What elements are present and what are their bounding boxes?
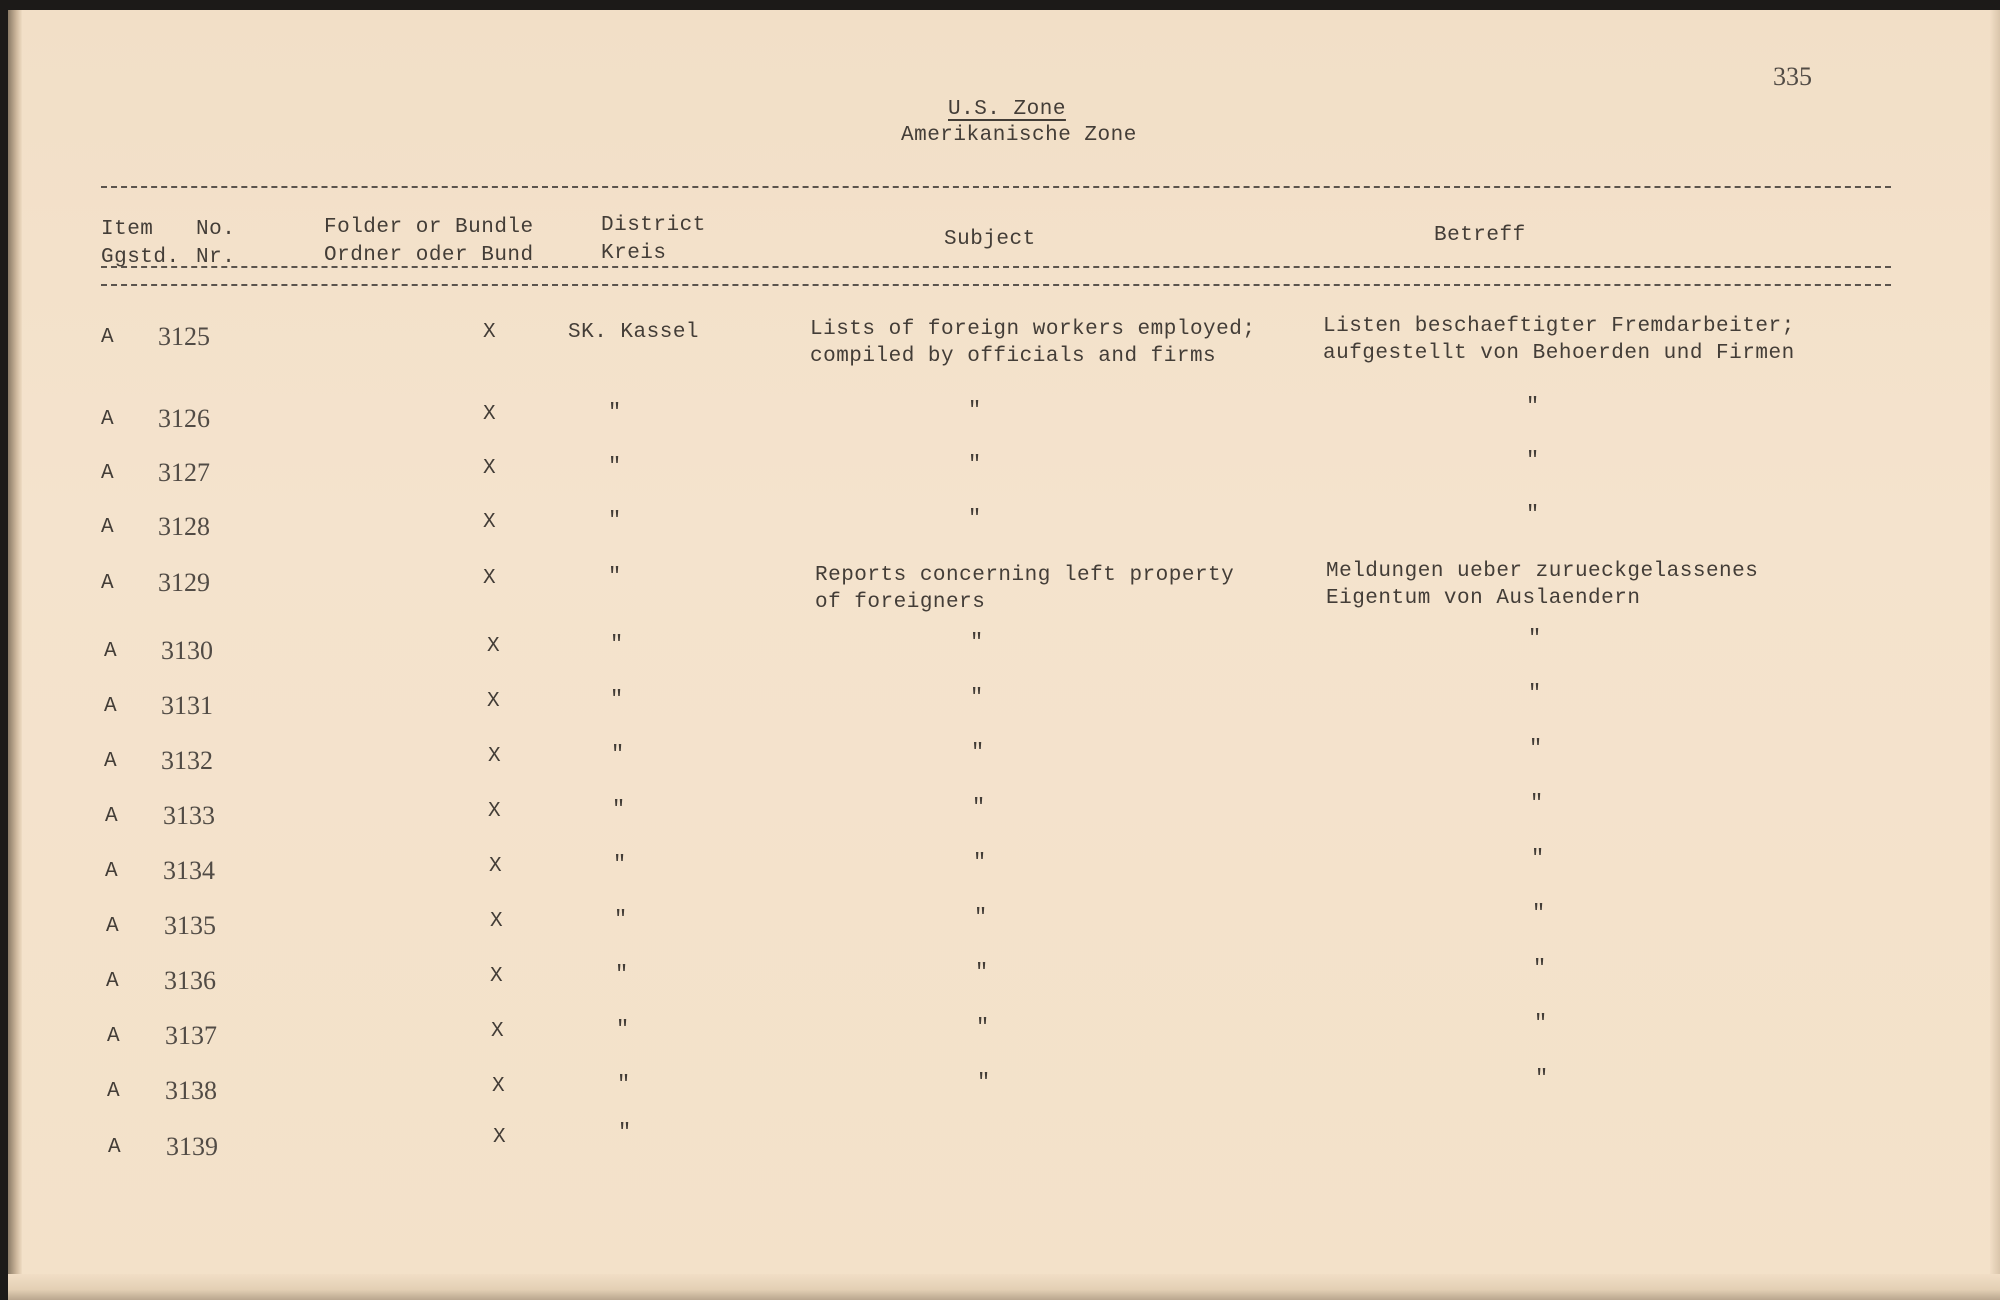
- header-bottom-rule: [101, 266, 1891, 268]
- header-betreff: Betreff: [1434, 224, 1526, 247]
- district-ditto: ": [610, 687, 624, 712]
- item-number: 3137: [165, 1021, 217, 1050]
- header-district-en: District: [601, 214, 706, 237]
- header-folder-de: Ordner oder Bund: [324, 244, 534, 267]
- betreff-ditto: ": [1535, 1066, 1549, 1091]
- district-ditto: ": [613, 852, 627, 877]
- item-letter: A: [104, 750, 118, 773]
- district-ditto: ": [617, 1072, 631, 1097]
- item-number: 3129: [158, 568, 210, 597]
- item-letter: A: [101, 408, 115, 431]
- betreff-ditto: ": [1534, 1011, 1548, 1036]
- header-folder: [324, 214, 534, 270]
- item-number: 3132: [161, 746, 213, 775]
- item-letter: A: [106, 915, 120, 938]
- table-row: [8, 315, 2000, 368]
- item-letter: A: [105, 860, 119, 883]
- item-letter: A: [101, 326, 115, 349]
- district-ditto: ": [615, 962, 629, 987]
- item-letter: A: [101, 572, 115, 595]
- subject-ditto: ": [974, 905, 988, 930]
- table-row: [8, 626, 2000, 680]
- subject-cell: [810, 316, 1255, 370]
- item-number: 3135: [164, 911, 216, 940]
- table-row: [8, 560, 2000, 614]
- betreff-cell: [1326, 558, 1758, 612]
- district-ditto: ": [612, 797, 626, 822]
- page-bottom-edge: [8, 1274, 2000, 1300]
- betreff-ditto: ": [1530, 791, 1544, 816]
- table-row: [8, 736, 2000, 790]
- betreff-line: Meldungen ueber zurueckgelassenes: [1326, 560, 1759, 583]
- folder-mark: X: [493, 1126, 507, 1149]
- page-number: 335: [1773, 62, 1812, 91]
- header-folder-en: Folder or Bundle: [324, 216, 534, 239]
- folder-mark: X: [489, 855, 503, 878]
- item-number: 3125: [158, 322, 210, 351]
- district-ditto: ": [608, 400, 622, 425]
- item-letter: A: [104, 640, 118, 663]
- folder-mark: X: [490, 910, 504, 933]
- betreff-ditto: ": [1526, 502, 1540, 527]
- header-item-en: Item: [101, 218, 154, 241]
- item-letter: A: [106, 970, 120, 993]
- betreff-ditto: ": [1533, 956, 1547, 981]
- table-row: [8, 846, 2000, 900]
- item-number: 3130: [161, 636, 213, 665]
- district-ditto: ": [610, 632, 624, 657]
- item-letter: A: [105, 805, 119, 828]
- betreff-line: aufgestellt von Behoerden und Firmen: [1323, 342, 1795, 365]
- folder-mark: X: [487, 690, 501, 713]
- subject-ditto: ": [972, 795, 986, 820]
- header-no-en: No.: [196, 218, 236, 241]
- betreff-ditto: ": [1532, 901, 1546, 926]
- item-letter: A: [107, 1080, 121, 1103]
- header-no-de: Nr.: [196, 246, 236, 269]
- subject-ditto: ": [971, 740, 985, 765]
- item-number: 3138: [165, 1076, 217, 1105]
- betreff-ditto: ": [1526, 394, 1540, 419]
- folder-mark: X: [491, 1020, 505, 1043]
- district-ditto: ": [611, 742, 625, 767]
- folder-mark: X: [483, 511, 497, 534]
- table-row: [8, 1066, 2000, 1120]
- subject-ditto: ": [973, 850, 987, 875]
- item-number: 3131: [161, 691, 213, 720]
- subject-ditto: ": [968, 506, 982, 531]
- item-letter: A: [107, 1025, 121, 1048]
- betreff-ditto: ": [1531, 846, 1545, 871]
- table-row: [8, 956, 2000, 1010]
- folder-mark: X: [483, 321, 497, 344]
- district-cell: SK. Kassel: [568, 321, 700, 344]
- header-district-de: Kreis: [601, 242, 667, 265]
- item-letter: A: [101, 516, 115, 539]
- subject-ditto: ": [968, 452, 982, 477]
- item-number: 3136: [164, 966, 216, 995]
- table-row: [8, 1120, 2000, 1176]
- subject-line: Lists of foreign workers employed;: [810, 318, 1256, 341]
- item-number: 3133: [163, 801, 215, 830]
- table-row: [8, 791, 2000, 845]
- betreff-line: Listen beschaeftigter Fremdarbeiter;: [1323, 315, 1795, 338]
- subject-line: Reports concerning left property: [815, 564, 1235, 587]
- table-row: [8, 394, 2000, 448]
- subject-cell: [815, 562, 1234, 616]
- item-number: 3127: [158, 458, 210, 487]
- table-row: [8, 502, 2000, 556]
- subject-ditto: ": [970, 685, 984, 710]
- subject-ditto: ": [976, 1015, 990, 1040]
- document-page: [8, 10, 2000, 1300]
- district-ditto: ": [614, 907, 628, 932]
- header-bottom-rule-2: [101, 284, 1891, 286]
- subject-ditto: ": [968, 398, 982, 423]
- table-row: [8, 901, 2000, 955]
- zone-subtitle: Amerikanische Zone: [901, 124, 1137, 147]
- table-row: [8, 448, 2000, 502]
- header-subject: Subject: [944, 228, 1036, 251]
- item-letter: A: [101, 462, 115, 485]
- header-top-rule: [101, 186, 1891, 188]
- folder-mark: X: [487, 635, 501, 658]
- subject-line: of foreigners: [815, 591, 986, 614]
- district-ditto: ": [608, 454, 622, 479]
- zone-title: U.S. Zone: [948, 98, 1066, 121]
- subject-ditto: ": [975, 960, 989, 985]
- table-row: [8, 1011, 2000, 1065]
- district-ditto: ": [608, 508, 622, 533]
- folder-mark: X: [483, 403, 497, 426]
- header-no: [196, 216, 235, 272]
- folder-mark: X: [488, 745, 502, 768]
- subject-ditto: ": [970, 630, 984, 655]
- item-letter: A: [108, 1136, 122, 1159]
- folder-mark: X: [483, 567, 497, 590]
- betreff-ditto: ": [1528, 626, 1542, 651]
- folder-mark: X: [490, 965, 504, 988]
- header-item-de: Ggstd.: [101, 246, 180, 269]
- header-item: [101, 216, 180, 272]
- item-number: 3126: [158, 404, 210, 433]
- table-row: [8, 681, 2000, 735]
- district-ditto: ": [616, 1017, 630, 1042]
- item-number: 3139: [166, 1132, 218, 1161]
- betreff-line: Eigentum von Auslaendern: [1326, 587, 1641, 610]
- item-letter: A: [104, 695, 118, 718]
- header-district: [601, 212, 706, 268]
- folder-mark: X: [492, 1075, 506, 1098]
- district-ditto: ": [618, 1120, 632, 1145]
- district-ditto: ": [608, 564, 622, 589]
- betreff-ditto: ": [1529, 736, 1543, 761]
- subject-ditto: ": [977, 1070, 991, 1095]
- betreff-ditto: ": [1526, 448, 1540, 473]
- item-number: 3134: [163, 856, 215, 885]
- item-number: 3128: [158, 512, 210, 541]
- folder-mark: X: [483, 457, 497, 480]
- betreff-ditto: ": [1528, 681, 1542, 706]
- folder-mark: X: [488, 800, 502, 823]
- betreff-cell: [1323, 313, 1795, 367]
- subject-line: compiled by officials and firms: [810, 345, 1217, 368]
